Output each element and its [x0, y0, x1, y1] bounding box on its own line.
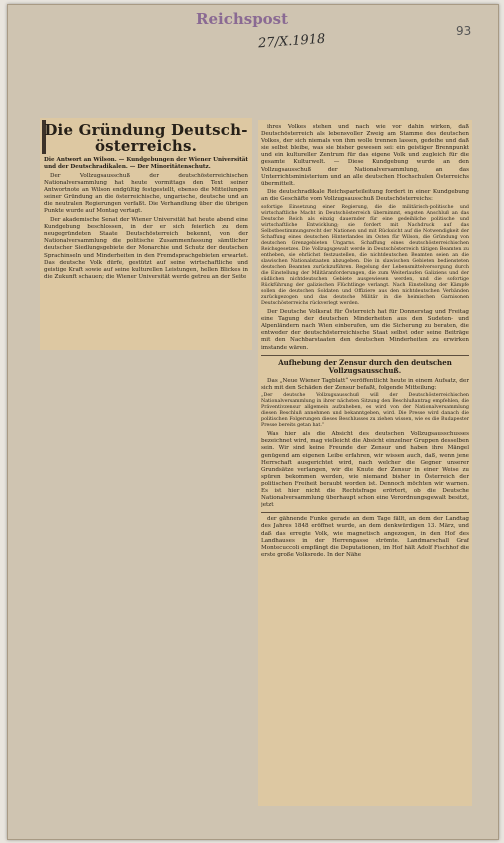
article-paragraph: ihres Volkes stehen und nach wie vor dahin wirken, daß Deutschösterreich als lebensvoller Zweig am Stamme des deutschen Volkes, der sich niemals von ihm wolle trennen lassen, gedeihe und daß sie selbst bleibe, was sie bisher gewesen sei: ein geistiger Brennpunkt und ein kultureller Zentrum für das eigene Volk und zugleich für die gesamte Kulturwelt. — Diese Kundgebung wurde an den Vollzugsausschuß der Nationalversammlung, an das Unterrichtsministerium und an alle deutschen Hochschulen Österreichs übermittelt.: [261, 124, 469, 187]
demands-block: sofortige Einsetzung einer Regierung, die die militärisch-politische und wirtschaftliche Macht in Deutschösterreich übernimmt, engsten Anschluß an das Deutsche Reich als einzig dauernder für eine gedeihliche politische und wirtschaftliche Entwicklung; sie fordert mit Nachdruck auf das Selbstbestimmungsrecht der Nationen und mit Rücksicht auf die Notwendigkeit der Schaffung eines deutschen Hinterlandes im Osten für Wilson, die Gründung von deutschen Grenzgebieten Ungarns. Schaffung eines deutschösterreichischen Reichsgesetzes. Die Vollzugsgewalt werde in Deutschösterreich tätigen Beamten zu entheben, sie ehrlichst festzustellen, die nichtdeutschen Beamten seien an die slawischen Nationalstaaten abzugeben. Die in slawischen Gebieten bediensteten deutschen Beamten zurückzuführen. Regelung der Lebensmittelversorgung durch die Einstellung der Militäranforderungen, die zum Weiterlaufen Galiziens und der südlichen nichtdeutschen Gebiete ausgewiesen werden, und die sofortige Rückführung der galizischen Flüchtlinge verlangt. Nach Einstellung der Kämpfe sollen die deutschen Soldaten und Offiziere aus den nichtdeutschen Verbänden zurückgezogen und das deutsche Militär in die heimischen Garnisonen Deutschösterreichs rückverlegt werden.: [261, 205, 469, 307]
quoted-notice: „Der deutsche Vollzugsausschuß will der Deutschösterreichischen Nationalversammlung in ihrer nächsten Sitzung den Beschlußantrag empfehlen, die Präventivzensur allgemein aufzuheben, es wird von der Nationalversammlung diesen Beschluß annehmen und bekanntgeben, wird. Die Presse wird danach die politischen Folgerungen dieses Beschlusses zu ziehen wissen, wie es die Budapester Presse bereits getan hat.“: [261, 393, 469, 429]
article-headline: Die Gründung Deutsch-österreichs.: [44, 122, 248, 155]
archive-page-number: 93: [456, 24, 472, 38]
article-subline: Die Antwort an Wilson. — Kundgebungen der Wiener Universität und der Deutschradikalen. — Der Minoritätenschutz.: [44, 157, 248, 170]
article-paragraph: Die deutschradikale Reichsparteileitung fordert in einer Kundgebung an die Geschäfte vom Vollzugsausschuß Deutschösterreichs:: [261, 189, 469, 203]
handwritten-date: 27/X.1918: [257, 31, 326, 52]
right-column: [261, 124, 469, 802]
divider: [261, 512, 469, 513]
censorship-subheading: Aufhebung der Zensur durch den deutschen Vollzugsausschuß.: [278, 357, 452, 375]
article-paragraph: Was hier als die Absicht des deutschen Vollzugsausschusses bezeichnet wird, mag vielleicht die Absicht einzelner Gruppen desselben sein. Wir sind keine Freunde der Zensur und haben ihre Mängel genügend am eigenen Leibe erfahren, wir wissen auch, daß, wenn jene Herrschaft ausgerichtet wird, nach welcher die Gegner unserer Grundsätze verlangen, wir die Knute der Zensur in einer Weise zu spüren bekommen werden, wie niemand bisher in Österreich der politischen Freiheit beraubt worden ist. Dennoch möchten wir warnen. Es ist hier nicht die Rechtsfrage erörtert, ob die Deutsche Nationalversammlung überhaupt schon eine Verordnungsgewalt besitzt, jetzt: [261, 431, 469, 509]
article-paragraph: Der akademische Senat der Wiener Universität hat heute abend eine Kundgebung beschlossen, in der er sich feierlich zu dem neugegründeten Staate Deutschösterreich bekennt, von der Nationalversammlung die politische Zusammenfassung sämtlicher deutscher Siedlungsgebiete der Monarchie und Schutz der deutschen Sprachinseln und Minderheiten in den Fremdsprachgebieten erwartet. Das deutsche Volk dürfe, gestützt auf seine wirtschaftliche und geistige Kraft sowie auf seine kulturellen Leistungen, hellen Blickes in die Zukunft schauen; die Wiener Universität werde getreu an der Seite: [44, 217, 248, 280]
article-paragraph: der gähnende Funke gerade an dem Tage fällt, an dem der Landtag des Jahres 1848 eröffnet wurde, an dem denkwürdigen 13. März, und daß das erregte Volk, wie magnetisch angezogen, in den Hof des Landhauses in der Herrengasse strömte. Landmarschall Graf Montecuccoli empfängt die Deputationen, im Hof hält Adolf Fischhof die erste große Volksrede. In der Nähe: [261, 516, 469, 558]
left-column: [44, 122, 248, 348]
article-paragraph: Der Deutsche Volksrat für Österreich hat für Donnerstag und Freitag eine Tagung der deutschen Minderheiten aus den Sudeten- und Alpenländern nach Wien einberufen, um die Sicherung zu beraten, die entweder der deutschösterreichische Staat selbst oder seine Beiträge mit den Nachbarstaaten den deutschen Minderheiten zu erwirken imstande wären.: [261, 309, 469, 351]
newspaper-name: Reichspost: [196, 10, 289, 28]
divider: [261, 355, 469, 356]
article-paragraph: Das „Neue Wiener Tagblatt“ veröffentlicht heute in einem Aufsatz, der sich mit den Schäden der Zensur befaßt, folgende Mitteilung:: [261, 377, 469, 391]
article-paragraph: Der Vollzugsausschuß der deutschösterreichischen Nationalversammlung hat heute vormittags den Text seiner Antwortnote an Wilson endgültig festgestellt, ebenso die Mitteilungen seiner Gründung an die österreichische, ungarische, deutsche und an die neutralen Regierungen verfaßt. Die Verhandlung über die übrigen Punkte wurde auf Montag vertagt.: [44, 173, 248, 215]
